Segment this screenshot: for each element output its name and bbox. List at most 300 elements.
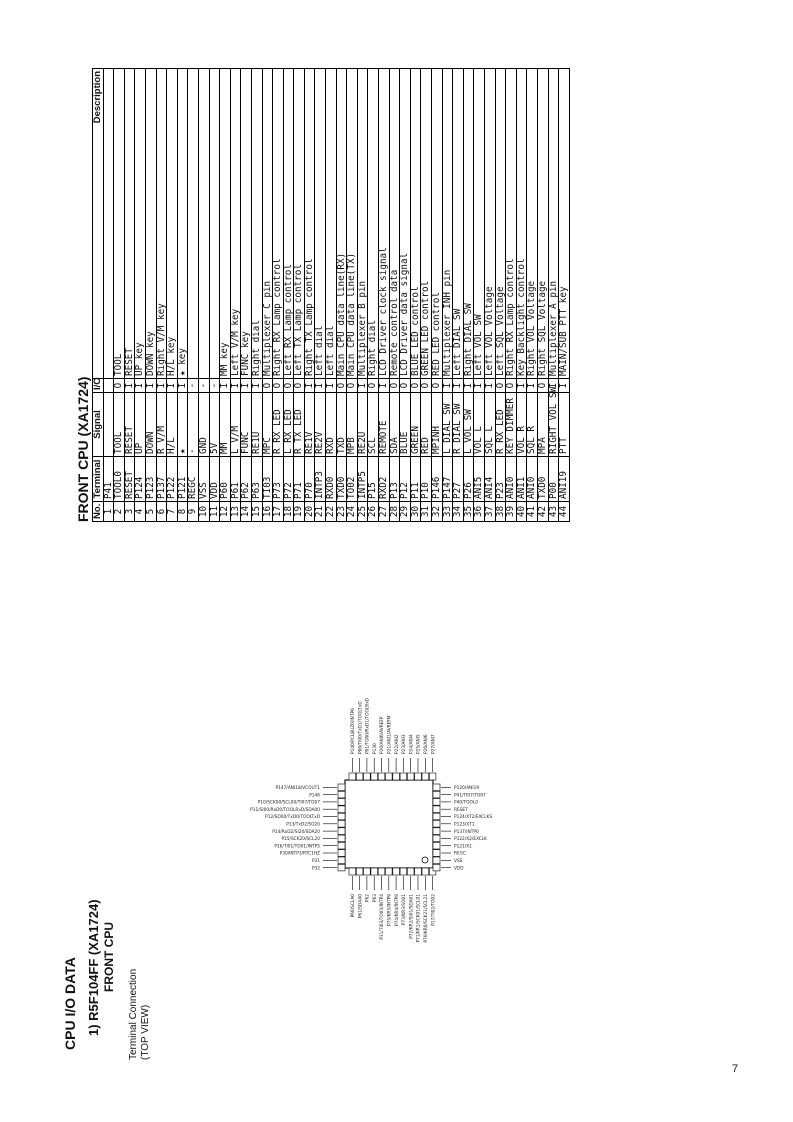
cell-description: RESET	[124, 69, 135, 379]
cell-terminal: P12	[400, 457, 411, 502]
cell-io: I	[177, 379, 188, 393]
cell-io: O	[506, 379, 517, 393]
cell-io: I	[230, 379, 241, 393]
cell-io: O	[495, 379, 506, 393]
cell-io: O	[421, 379, 432, 393]
cell-io: I	[251, 379, 262, 393]
chip-pin	[338, 784, 345, 791]
pin-label: P41/TI07/TO07	[454, 793, 486, 799]
cell-io: O	[368, 379, 379, 393]
chip-pin	[338, 864, 345, 871]
cell-signal: RE2U	[357, 393, 368, 457]
cell-signal: -	[188, 393, 199, 457]
cell-signal: R TX LED	[294, 393, 305, 457]
table-row	[463, 69, 474, 522]
cell-io: -	[209, 379, 220, 393]
cell-description: Right DIAL SW	[463, 69, 474, 379]
cell-io: I	[453, 379, 464, 393]
cell-description: Right SQL Voltage	[537, 69, 548, 379]
cell-no: 15	[251, 502, 262, 522]
cell-no: 11	[209, 502, 220, 522]
table-header-row	[93, 69, 104, 522]
cell-description: GREEN LED control	[421, 69, 432, 379]
cell-terminal: TOOL0	[114, 457, 125, 502]
cell-signal: R RX LED	[495, 393, 506, 457]
cell-terminal: P123	[145, 457, 156, 502]
cell-terminal: VDD	[209, 457, 220, 502]
table-row	[145, 69, 156, 522]
section-heading: 1) R5F104FF (XA1724)	[86, 899, 101, 1036]
cell-io: I	[135, 379, 146, 393]
pin-label: P124/XT2/EXCLKS	[454, 815, 493, 821]
chip-pin	[433, 835, 440, 842]
cell-terminal: RESET	[124, 457, 135, 502]
pin-label: P123/XT1	[454, 822, 475, 828]
cell-signal: VOL L	[474, 393, 485, 457]
pin-label: P121/X1	[454, 844, 472, 850]
pin-label: P130	[372, 743, 378, 754]
pin-label: P10/SCK00/SCL00/TI07/TO07	[257, 800, 320, 806]
cell-terminal: ANI1	[516, 457, 527, 502]
table-row	[209, 69, 220, 522]
chip-pin	[407, 868, 414, 875]
cell-io: I	[156, 379, 167, 393]
cell-signal: SDA	[389, 393, 400, 457]
cell-signal: TXD	[336, 393, 347, 457]
cell-description: RED LED control	[432, 69, 443, 379]
cell-terminal: P10	[421, 457, 432, 502]
cell-terminal: P72	[283, 457, 294, 502]
cell-signal: RE1U	[251, 393, 262, 457]
cell-description: BLUE LED control	[410, 69, 421, 379]
cell-io: O	[294, 379, 305, 393]
cell-description: Left VOL Voltage	[484, 69, 495, 379]
chip-pin	[407, 773, 414, 780]
header-description: Description	[93, 69, 104, 379]
cell-io: I	[326, 379, 337, 393]
chip-pin	[349, 868, 356, 875]
chip-pin	[433, 784, 440, 791]
cell-terminal: ANI19	[559, 457, 570, 502]
cell-io: I	[516, 379, 527, 393]
cell-io: O	[432, 379, 443, 393]
chip-pin	[338, 850, 345, 857]
pin-label: P60/SCLA0	[351, 894, 356, 918]
cell-io: O	[283, 379, 294, 393]
cell-terminal: P70	[304, 457, 315, 502]
pin-label: P72/KR2/SI01/SDA01	[409, 894, 415, 939]
cell-io: I	[548, 379, 559, 393]
table-row	[347, 69, 358, 522]
pin-label: P24/ANI4	[409, 734, 415, 754]
chip-pin	[364, 773, 371, 780]
cell-io: I	[167, 379, 178, 393]
chip-pin	[371, 868, 378, 875]
cell-io: I	[484, 379, 495, 393]
cell-io: I	[379, 379, 390, 393]
cell-io: I	[357, 379, 368, 393]
cell-no: 3	[124, 502, 135, 522]
pin-label: VSS	[454, 859, 463, 864]
table-row	[230, 69, 241, 522]
cell-io: O	[389, 379, 400, 393]
header-signal: Signal	[93, 393, 104, 457]
pin-label: P25/ANI5	[416, 734, 422, 754]
pin-label: P74/KR4/INTP8	[394, 894, 400, 926]
terminal-connection-caption	[128, 969, 152, 1060]
cell-signal: L RX LED	[283, 393, 294, 457]
cell-no: 28	[389, 502, 400, 522]
terminal-connection-line1: Terminal Connection	[128, 968, 139, 1060]
table-row	[389, 69, 400, 522]
cell-description	[198, 69, 209, 379]
cell-io: O	[537, 379, 548, 393]
subsection-heading: FRONT CPU	[102, 922, 116, 992]
table-row	[114, 69, 125, 522]
cell-description: Right dial	[368, 69, 379, 379]
cell-description: MAIN/SUB PTT key	[559, 69, 570, 379]
table-row	[220, 69, 231, 522]
cell-io: -	[198, 379, 209, 393]
chip-pin	[415, 773, 422, 780]
chip-pin	[393, 773, 400, 780]
chip-pin	[338, 791, 345, 798]
cell-terminal: P60	[220, 457, 231, 502]
table-row	[167, 69, 178, 522]
table-row	[432, 69, 443, 522]
cell-no: 10	[198, 502, 209, 522]
table-row	[188, 69, 199, 522]
pin-label: REGC	[454, 851, 467, 857]
pin-label: P22/ANI2	[394, 734, 400, 754]
pin-label: RESET	[454, 807, 468, 813]
table-row	[400, 69, 411, 522]
chip-pin	[433, 799, 440, 806]
pin-label: P75/KR5/INTP9	[387, 894, 393, 926]
cell-description: ★ key	[177, 69, 188, 379]
cell-description: Main CPU data line(RX)	[336, 69, 347, 379]
cell-signal: PTT	[559, 393, 570, 457]
cell-no: 39	[506, 502, 517, 522]
cell-description: DOWN key	[145, 69, 156, 379]
cell-terminal: P146	[432, 457, 443, 502]
cell-no: 37	[484, 502, 495, 522]
cell-no: 41	[527, 502, 538, 522]
pin-label: P61/SDAA0	[358, 894, 364, 919]
pin-label: P73/KR3/SO01	[402, 894, 408, 926]
cell-no: 30	[410, 502, 421, 522]
cell-signal: TOOL	[114, 393, 125, 457]
cell-io: I	[474, 379, 485, 393]
cell-description: Left TX Lamp control	[294, 69, 305, 379]
cell-description: Right TX Lamp control	[304, 69, 315, 379]
chip-pin	[356, 868, 363, 875]
cell-no: 5	[145, 502, 156, 522]
cell-no: 32	[432, 502, 443, 522]
chip-pin	[422, 773, 429, 780]
cell-io: I	[315, 379, 326, 393]
cell-description: Multiplexer INH pin	[442, 69, 453, 379]
cell-terminal: RXD0	[326, 457, 337, 502]
cell-terminal: TXD0	[336, 457, 347, 502]
cell-signal: R DIAL SW	[453, 393, 464, 457]
cell-no: 43	[548, 502, 559, 522]
chip-pin	[378, 773, 385, 780]
pin-label: P120/ANI19	[454, 786, 480, 791]
table-row	[294, 69, 305, 522]
cell-io	[103, 379, 114, 393]
cell-description: Left VOL SW	[474, 69, 485, 379]
table-row	[156, 69, 167, 522]
cell-no: 44	[559, 502, 570, 522]
cell-signal: L V/M	[230, 393, 241, 457]
cell-io: -	[188, 379, 199, 393]
cell-no: 42	[537, 502, 548, 522]
cell-signal: RXD	[326, 393, 337, 457]
cell-no: 26	[368, 502, 379, 522]
pin-label: P27/ANI7	[431, 734, 437, 754]
cell-no: 23	[336, 502, 347, 522]
cell-description: Right RX Lamp control	[273, 69, 284, 379]
cell-no: 35	[463, 502, 474, 522]
cell-signal: MPB	[347, 393, 358, 457]
cell-description: Multiplexer B pin	[357, 69, 368, 379]
chip-pin	[364, 868, 371, 875]
cell-terminal: P147	[442, 457, 453, 502]
cell-terminal: P122	[167, 457, 178, 502]
pin-label: P21/ANI1/AVREFM	[387, 715, 393, 754]
chip-pin	[378, 868, 385, 875]
cell-io: O	[410, 379, 421, 393]
cell-terminal: P63	[251, 457, 262, 502]
cell-signal: KEY DIMMER	[506, 393, 517, 457]
cell-no: 8	[177, 502, 188, 522]
cell-terminal: P62	[241, 457, 252, 502]
chip-pin	[433, 821, 440, 828]
cell-no: 4	[135, 502, 146, 522]
chip-pin	[393, 868, 400, 875]
cell-description: Left dial	[326, 69, 337, 379]
cell-io: I	[220, 379, 231, 393]
cell-terminal: ANI0	[506, 457, 517, 502]
chip-pin	[338, 821, 345, 828]
pin-label: P16/TI01/TO01/INTP5	[274, 844, 320, 850]
pin-table	[92, 68, 570, 522]
table-row	[326, 69, 337, 522]
pin-table-block	[74, 68, 570, 522]
cell-terminal: P27	[453, 457, 464, 502]
cell-signal	[103, 393, 114, 457]
cell-io: I	[304, 379, 315, 393]
table-row	[177, 69, 188, 522]
cell-terminal: P41	[103, 457, 114, 502]
table-row	[527, 69, 538, 522]
cell-terminal: VSS	[198, 457, 209, 502]
cell-description: TOOL	[114, 69, 125, 379]
cell-io: O	[273, 379, 284, 393]
cell-no: 9	[188, 502, 199, 522]
cell-no: 20	[304, 502, 315, 522]
cell-terminal: P23	[495, 457, 506, 502]
pin-label: P11/SI00/RxD0/TOOLRxD/SDA00	[250, 807, 320, 813]
chip-pin	[433, 828, 440, 835]
cell-signal: L VOL SW	[463, 393, 474, 457]
header-terminal: Terminal	[93, 457, 104, 502]
cell-terminal: P137	[156, 457, 167, 502]
chip-pin	[349, 773, 356, 780]
chip-pin	[433, 791, 440, 798]
pin-label: P146	[309, 793, 320, 799]
cell-io: I	[527, 379, 538, 393]
pin-label: P71/KR1/SCK01/SCL01	[416, 894, 422, 943]
cell-description: Main CPU data line(TX)	[347, 69, 358, 379]
cell-description: UP key	[135, 69, 146, 379]
chip-pin	[433, 806, 440, 813]
cell-terminal: REGC	[188, 457, 199, 502]
cell-terminal: P00	[548, 457, 559, 502]
table-row	[368, 69, 379, 522]
chip-body	[345, 780, 433, 868]
pin-label: P122/X2/EXCLK	[454, 837, 487, 843]
cell-signal: BLUE	[400, 393, 411, 457]
cell-signal: RE2V	[315, 393, 326, 457]
cell-terminal: ANI4	[484, 457, 495, 502]
table-row	[442, 69, 453, 522]
cell-description: H/L key	[167, 69, 178, 379]
cell-signal: MPC	[262, 393, 273, 457]
cell-no: 18	[283, 502, 294, 522]
table-row	[379, 69, 390, 522]
cell-signal: RESET	[124, 393, 135, 457]
chip-pin	[433, 813, 440, 820]
cell-signal: ★	[177, 393, 188, 457]
cell-no: 19	[294, 502, 305, 522]
cell-description: Left SQL Voltage	[495, 69, 506, 379]
cell-signal: MPINH	[432, 393, 443, 457]
table-row	[357, 69, 368, 522]
header-io: I/O	[93, 379, 104, 393]
chip-pin	[400, 773, 407, 780]
chip-pin	[371, 773, 378, 780]
pin-label: P40/TOOL0	[454, 800, 479, 806]
cell-signal: FUNC	[241, 393, 252, 457]
table-row	[484, 69, 495, 522]
cell-signal: RIGHT VOL SW	[548, 393, 559, 457]
table-row	[548, 69, 559, 522]
cell-signal: RE1V	[304, 393, 315, 457]
table-row	[410, 69, 421, 522]
table-row	[124, 69, 135, 522]
cell-signal: MM	[220, 393, 231, 457]
table-row	[315, 69, 326, 522]
cell-terminal: ANI0	[527, 457, 538, 502]
pin-label: P30/INTP3/RTC1HZ	[279, 851, 320, 857]
cell-no: 2	[114, 502, 125, 522]
chip-pin	[386, 773, 393, 780]
cell-no: 21	[315, 502, 326, 522]
cell-no: 7	[167, 502, 178, 522]
cell-terminal: INTP5	[357, 457, 368, 502]
chip-pin	[338, 828, 345, 835]
pin-label: P17/TI02/TO02	[431, 894, 437, 926]
chip-pin	[415, 868, 422, 875]
chip-pin	[338, 857, 345, 864]
cell-terminal: P73	[273, 457, 284, 502]
table-row	[537, 69, 548, 522]
table-caption: FRONT CPU (XA1724)	[75, 376, 91, 522]
table-row	[421, 69, 432, 522]
pin-label: VDD	[454, 866, 464, 872]
cell-terminal: P124	[135, 457, 146, 502]
cell-terminal: TI03	[262, 457, 273, 502]
cell-no: 25	[357, 502, 368, 522]
cell-description: Right V/M key	[156, 69, 167, 379]
chip-pin	[338, 806, 345, 813]
cell-io: I	[442, 379, 453, 393]
cell-signal: H/L	[167, 393, 178, 457]
chip-pin	[338, 799, 345, 806]
table-row	[251, 69, 262, 522]
header-no: No.	[93, 502, 104, 522]
pin-label: P147/ANI18/VCOUT1	[275, 786, 320, 791]
table-row	[283, 69, 294, 522]
cell-signal: MPA	[537, 393, 548, 457]
table-row	[304, 69, 315, 522]
pin-label: P14/RxD2/SI20/SDA20	[272, 829, 320, 835]
cell-terminal: P13	[389, 457, 400, 502]
cell-io: I	[463, 379, 474, 393]
table-row	[241, 69, 252, 522]
cell-signal: SQL R	[527, 393, 538, 457]
cell-description: Left dial	[315, 69, 326, 379]
cell-signal: R RX LED	[273, 393, 284, 457]
cell-signal: 5V	[209, 393, 220, 457]
cell-io: I	[241, 379, 252, 393]
cell-terminal: P11	[410, 457, 421, 502]
cell-description	[103, 69, 114, 379]
cell-description: Left DIAL SW	[453, 69, 464, 379]
table-row	[559, 69, 570, 522]
cell-description: Left RX Lamp control	[283, 69, 294, 379]
cell-io: O	[114, 379, 125, 393]
table-row	[135, 69, 146, 522]
chip-pin	[422, 868, 429, 875]
cell-io: I	[559, 379, 570, 393]
pin-label: P63	[372, 894, 378, 903]
pin-label: P32	[311, 866, 320, 872]
cell-signal: VOL R	[516, 393, 527, 457]
pin-label: P140/PCLBUZ0/INTP6	[351, 708, 356, 754]
chip-pin	[433, 850, 440, 857]
pin-label: P15/SCK20/SCL20	[281, 837, 320, 843]
table-body	[103, 69, 569, 522]
pin-label: P70/KR0/SCK21/SCL21	[424, 894, 429, 943]
cell-no: 40	[516, 502, 527, 522]
cell-description: MM key	[220, 69, 231, 379]
cell-no: 36	[474, 502, 485, 522]
chip-pin	[400, 868, 407, 875]
cell-description	[188, 69, 199, 379]
cell-description: Left V/M key	[230, 69, 241, 379]
cell-no: 27	[379, 502, 390, 522]
chip-pin	[386, 868, 393, 875]
cell-no: 17	[273, 502, 284, 522]
table-row	[103, 69, 114, 522]
cell-no: 13	[230, 502, 241, 522]
cell-description: Right dial	[251, 69, 262, 379]
pin-label: P20/ANI0/AVREFP	[380, 716, 386, 754]
cell-no: 24	[347, 502, 358, 522]
